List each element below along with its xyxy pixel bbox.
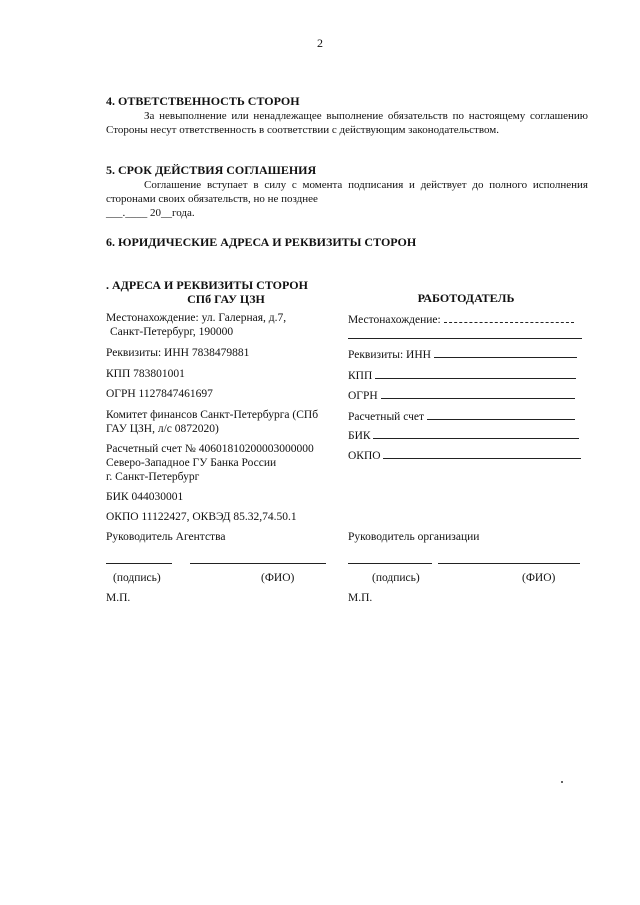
left-title-line2: СПб ГАУ ЦЗН xyxy=(187,292,265,306)
left-okpo: ОКПО 11122427, ОКВЭД 85.32,74.50.1 xyxy=(106,511,297,523)
left-bik: БИК 044030001 xyxy=(106,491,184,503)
left-signature-caption: (подпись) xyxy=(113,572,161,584)
left-address-line1: Местонахождение: ул. Галерная, д.7, xyxy=(106,312,287,324)
left-stamp: М.П. xyxy=(106,592,131,604)
left-signature-line xyxy=(106,563,172,564)
section-requisites xyxy=(106,235,588,250)
section-responsibility xyxy=(106,94,588,137)
section-5-text: Соглашение вступает в силу с момента подписания и действует до полного исполнения сторонами своих обязательств, но не позднее xyxy=(106,179,588,205)
right-signature-line xyxy=(348,563,432,564)
right-account-field xyxy=(427,408,575,420)
page-number: 2 xyxy=(317,36,323,50)
right-account-row xyxy=(348,408,575,424)
right-column-title xyxy=(348,291,584,305)
right-stamp: М.П. xyxy=(348,592,373,604)
right-fio-caption: (ФИО) xyxy=(522,572,556,584)
right-okpo-row xyxy=(348,447,581,463)
left-account-line1: Расчетный счет № 40601810200003000000 xyxy=(106,443,314,455)
left-inn: Реквизиты: ИНН 7838479881 xyxy=(106,347,250,359)
right-bik-field xyxy=(373,427,579,439)
left-account-line2: Северо-Западное ГУ Банка России xyxy=(106,457,277,469)
left-title-line1: . АДРЕСА И РЕКВИЗИТЫ СТОРОН xyxy=(106,278,308,292)
right-kpp-label: КПП xyxy=(348,370,373,382)
right-signature-caption: (подпись) xyxy=(372,572,420,584)
left-head-label: Руководитель Агентства xyxy=(106,531,226,543)
section-5-heading: 5. СРОК ДЕЙСТВИЯ СОГЛАШЕНИЯ xyxy=(106,163,317,177)
right-head-label: Руководитель организации xyxy=(348,531,480,543)
right-account-label: Расчетный счет xyxy=(348,411,424,423)
left-address-line2: Санкт-Петербург, 190000 xyxy=(110,326,234,338)
left-kpp: КПП 783801001 xyxy=(106,368,185,380)
right-fio-line xyxy=(438,563,580,564)
right-address-field xyxy=(444,311,574,323)
right-inn-row xyxy=(348,346,577,362)
right-bik-label: БИК xyxy=(348,430,371,442)
right-address-line2 xyxy=(348,338,582,339)
right-ogrn-row xyxy=(348,387,575,403)
section-term xyxy=(106,163,588,220)
right-inn-field xyxy=(434,346,577,358)
left-committee-line2: ГАУ ЦЗН, л/с 0872020) xyxy=(106,423,219,435)
left-fio-line xyxy=(190,563,326,564)
right-address-row xyxy=(348,311,574,327)
right-kpp-row xyxy=(348,367,576,383)
right-bik-row xyxy=(348,427,579,443)
section-6-heading: 6. ЮРИДИЧЕСКИЕ АДРЕСА И РЕКВИЗИТЫ СТОРОН xyxy=(106,235,417,249)
left-account-line3: г. Санкт-Петербург xyxy=(106,471,200,483)
section-4-heading: 4. ОТВЕТСТВЕННОСТЬ СТОРОН xyxy=(106,94,300,108)
right-ogrn-label: ОГРН xyxy=(348,390,378,402)
right-kpp-field xyxy=(375,367,576,379)
right-okpo-label: ОКПО xyxy=(348,450,381,462)
right-title: РАБОТОДАТЕЛЬ xyxy=(417,291,515,305)
right-address-label: Местонахождение: xyxy=(348,314,441,326)
section-5-date-line: ___.____ 20__года. xyxy=(106,207,195,219)
right-inn-label: Реквизиты: ИНН xyxy=(348,349,431,361)
left-committee-line1: Комитет финансов Санкт-Петербурга (СПб xyxy=(106,409,319,421)
left-ogrn: ОГРН 1127847461697 xyxy=(106,388,213,400)
left-fio-caption: (ФИО) xyxy=(261,572,295,584)
right-ogrn-field xyxy=(381,387,575,399)
stray-dot xyxy=(561,781,563,783)
left-column-title xyxy=(106,278,346,306)
section-4-text: За невыполнение или ненадлежащее выполнение обязательств по настоящему соглашению Стороны несут ответственность в соответствии с действующим законодательством. xyxy=(106,110,588,136)
right-okpo-field xyxy=(383,447,581,459)
